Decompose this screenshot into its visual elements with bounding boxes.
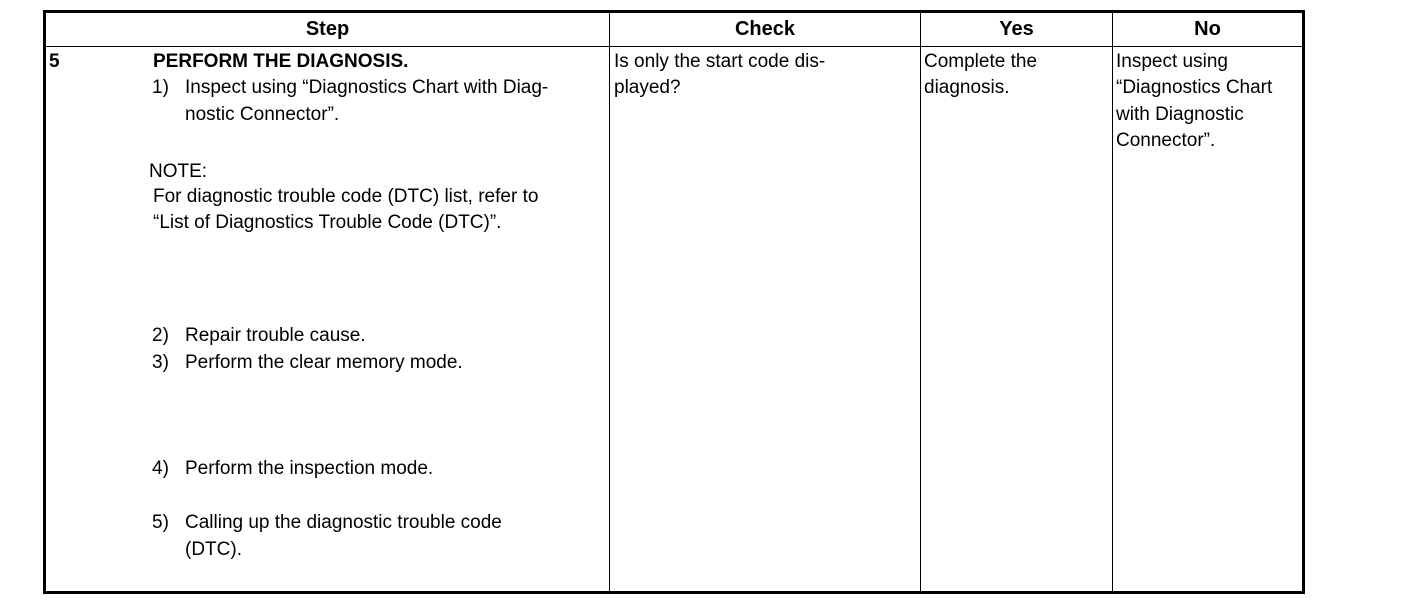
no-line-4: Connector”.	[1116, 130, 1216, 151]
no-line-2: “Diagnostics Chart	[1116, 77, 1273, 98]
yes-line-1: Complete the	[924, 51, 1038, 72]
no-line-3: with Diagnostic	[1116, 104, 1244, 125]
item-2-line-1: Repair trouble cause.	[185, 325, 366, 346]
column-divider-yes-no	[1112, 13, 1113, 591]
note-line-2: “List of Diagnostics Trouble Code (DTC)”.	[153, 212, 502, 233]
item-1-line-1: Inspect using “Diagnostics Chart with Diag-	[185, 77, 549, 98]
item-1-number: 1)	[152, 77, 169, 98]
item-4-line-1: Perform the inspection mode.	[185, 458, 434, 479]
header-yes: Yes	[999, 18, 1034, 40]
note-line-1: For diagnostic trouble code (DTC) list, refer to	[153, 186, 539, 207]
item-2-number: 2)	[152, 325, 169, 346]
item-5-number: 5)	[152, 512, 169, 533]
column-divider-step-check	[609, 13, 610, 591]
item-3-line-1: Perform the clear memory mode.	[185, 352, 463, 373]
check-line-2: played?	[614, 77, 681, 98]
column-divider-check-yes	[920, 13, 921, 591]
item-5-line-1: Calling up the diagnostic trouble code	[185, 512, 502, 533]
header-divider	[46, 46, 1302, 47]
step-number: 5	[49, 51, 60, 72]
no-line-1: Inspect using	[1116, 51, 1228, 72]
item-1-line-2: nostic Connector”.	[185, 104, 340, 125]
header-no: No	[1194, 18, 1221, 40]
item-4-number: 4)	[152, 458, 169, 479]
item-5-line-2: (DTC).	[185, 539, 242, 560]
item-3-number: 3)	[152, 352, 169, 373]
check-line-1: Is only the start code dis-	[614, 51, 826, 72]
note-label: NOTE:	[149, 161, 208, 182]
diagnosis-table	[43, 10, 1305, 594]
step-title: PERFORM THE DIAGNOSIS.	[153, 51, 409, 72]
header-step: Step	[305, 18, 350, 40]
yes-line-2: diagnosis.	[924, 77, 1010, 98]
header-check: Check	[734, 18, 796, 40]
